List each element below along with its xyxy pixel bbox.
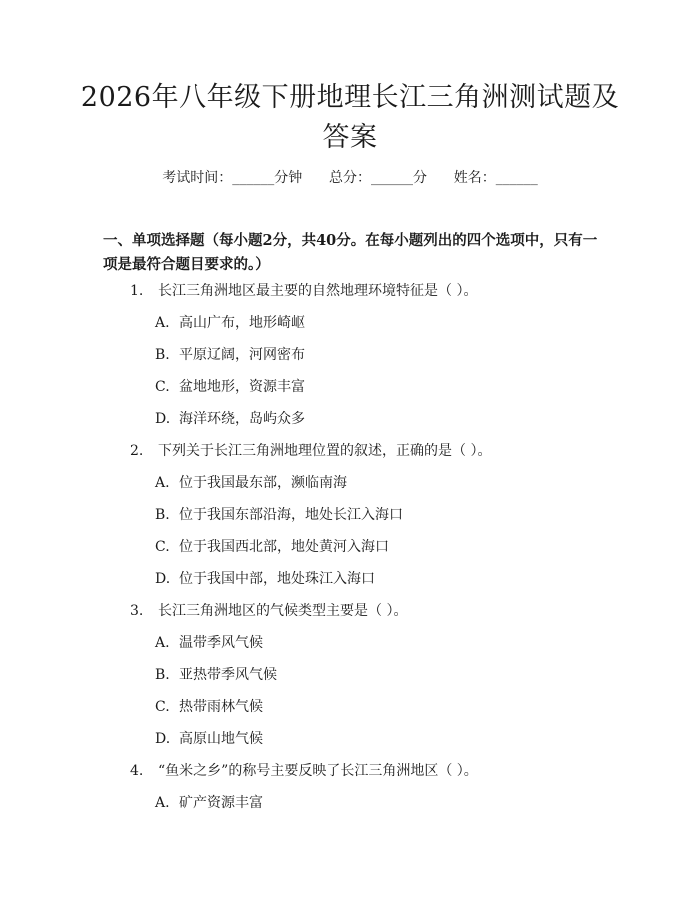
document-title: 2026年八年级下册地理长江三角洲测试题及答案 <box>80 82 620 153</box>
question-2-option-a <box>155 473 347 493</box>
question-3-option-c <box>155 697 263 717</box>
option-text: 高原山地气候 <box>179 731 263 747</box>
option-letter: D. <box>155 731 171 747</box>
option-text: 热带雨林气候 <box>179 699 263 715</box>
option-text: 亚热带季风气候 <box>179 667 277 683</box>
question-1 <box>130 281 477 301</box>
question-text: 下列关于长江三角洲地理位置的叙述，正确的是（ ）。 <box>158 443 492 459</box>
option-letter: A. <box>155 315 170 331</box>
option-letter: A. <box>155 635 170 651</box>
option-text: 平原辽阔，河网密布 <box>179 347 305 363</box>
question-number: 1. <box>130 283 144 299</box>
question-number: 3. <box>130 603 144 619</box>
question-2-option-d <box>155 569 375 589</box>
option-text: 高山广布，地形崎岖 <box>179 315 305 331</box>
question-3 <box>130 601 407 621</box>
option-letter: A. <box>155 795 170 811</box>
question-text: 长江三角洲地区最主要的自然地理环境特征是（ ）。 <box>158 283 478 299</box>
question-1-option-c <box>155 377 305 397</box>
option-letter: C. <box>155 379 170 395</box>
question-3-option-b <box>155 665 277 685</box>
question-2 <box>130 441 491 461</box>
section-heading: 一、单项选择题（每小题2分，共40分。在每小题列出的四个选项中，只有一项是最符合题目要求的。） <box>103 232 598 273</box>
option-letter: A. <box>155 475 170 491</box>
question-1-option-a <box>155 313 305 333</box>
question-text: “鱼米之乡”的称号主要反映了长江三角洲地区（ ）。 <box>158 763 478 779</box>
option-letter: C. <box>155 699 170 715</box>
question-4 <box>130 761 478 781</box>
question-3-option-d <box>155 729 263 749</box>
question-2-option-c <box>155 537 389 557</box>
option-text: 盆地地形，资源丰富 <box>179 379 305 395</box>
option-text: 位于我国最东部，濒临南海 <box>179 475 347 491</box>
option-text: 海洋环绕，岛屿众多 <box>179 411 305 427</box>
option-letter: B. <box>155 667 170 683</box>
option-text: 矿产资源丰富 <box>179 795 263 811</box>
exam-info-line: 考试时间：______分钟 总分：______分 姓名：______ <box>162 170 538 186</box>
option-letter: B. <box>155 347 170 363</box>
question-text: 长江三角洲地区的气候类型主要是（ ）。 <box>158 603 408 619</box>
option-text: 位于我国东部沿海，地处长江入海口 <box>179 507 403 523</box>
option-letter: D. <box>155 411 171 427</box>
option-text: 位于我国中部，地处珠江入海口 <box>179 571 375 587</box>
option-letter: C. <box>155 539 170 555</box>
question-number: 4. <box>130 763 144 779</box>
option-text: 温带季风气候 <box>179 635 263 651</box>
question-4-option-a <box>155 793 263 813</box>
question-1-option-b <box>155 345 305 365</box>
question-2-option-b <box>155 505 403 525</box>
question-1-option-d <box>155 409 305 429</box>
question-3-option-a <box>155 633 263 653</box>
option-letter: D. <box>155 571 171 587</box>
option-letter: B. <box>155 507 170 523</box>
question-number: 2. <box>130 443 144 459</box>
option-text: 位于我国西北部，地处黄河入海口 <box>179 539 389 555</box>
